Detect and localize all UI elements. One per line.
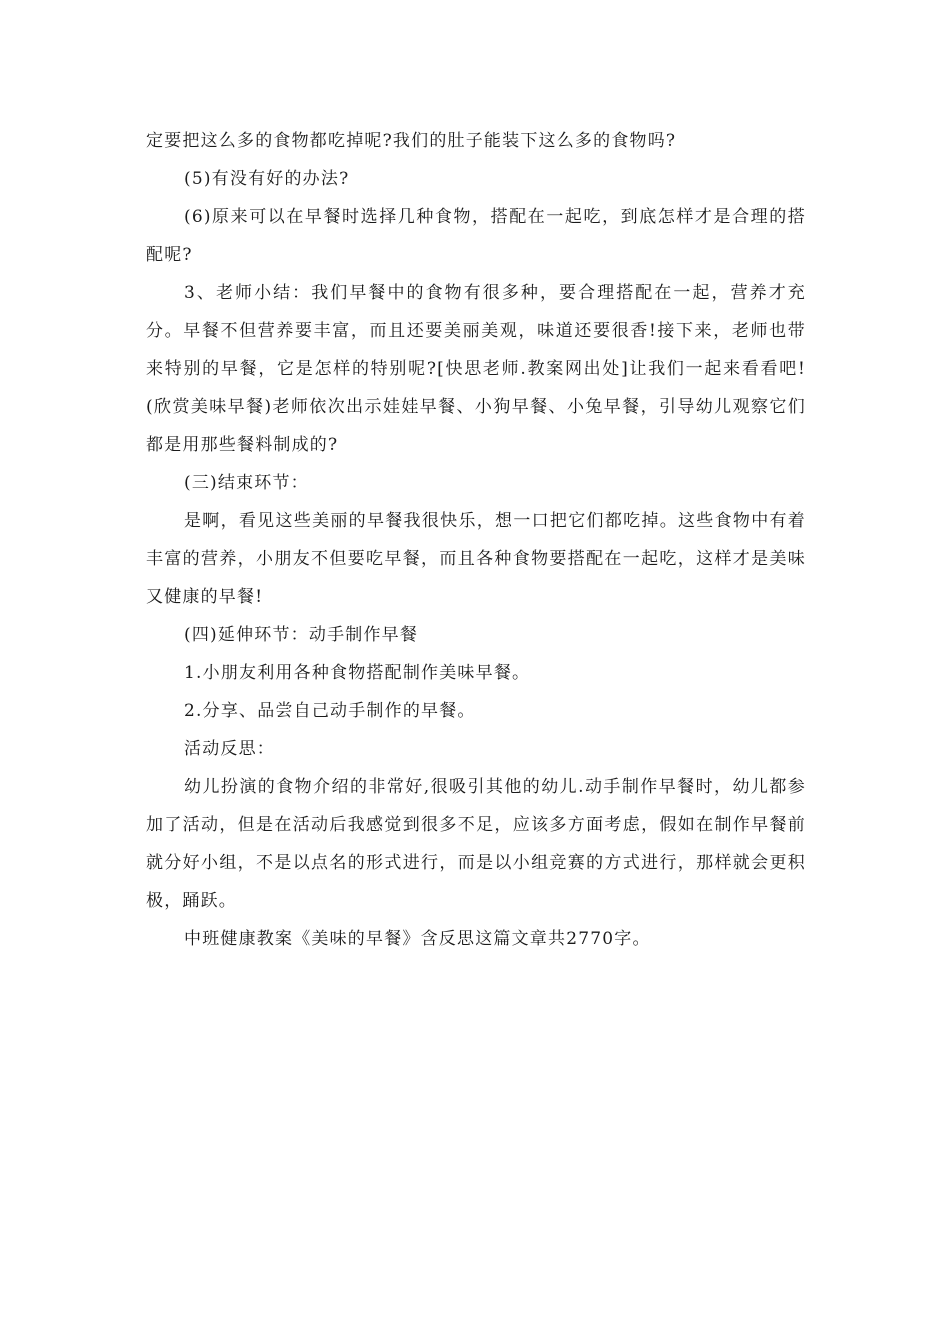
list-item-1: 1.小朋友利用各种食物搭配制作美味早餐。 xyxy=(184,663,531,683)
paragraph-reflection: 幼儿扮演的食物介绍的非常好,很吸引其他的幼儿.动手制作早餐时，幼儿都参加了活动，但是在活动后我感觉到很多不足，应该多方面考虑，假如在制作早餐前就分好小组，不是以点名的形式进行，而是以小组竞赛的方式进行，那样就会更积极，踊跃。 xyxy=(146,777,806,911)
section-heading-reflection: 活动反思： xyxy=(184,739,275,759)
document-body xyxy=(146,122,806,958)
paragraph-continuation: 定要把这么多的食物都吃掉呢?我们的肚子能装下这么多的食物吗? xyxy=(146,131,677,151)
list-item-2: 2.分享、品尝自己动手制作的早餐。 xyxy=(184,701,476,721)
paragraph-teacher-summary: 3、老师小结：我们早餐中的食物有很多种，要合理搭配在一起，营养才充分。早餐不但营养要丰富，而且还要美丽美观，味道还要很香!接下来，老师也带来特别的早餐，它是怎样的特别呢?[快思老师.教案网出处]让我们一起来看看吧!(欣赏美味早餐)老师依次出示娃娃早餐、小狗早餐、小兔早餐，引导幼儿观察它们都是用那些餐料制成的? xyxy=(146,283,806,455)
paragraph-word-count: 中班健康教案《美味的早餐》含反思这篇文章共2770字。 xyxy=(184,929,651,949)
paragraph-question-5: (5)有没有好的办法? xyxy=(184,169,350,189)
section-heading-ending: (三)结束环节： xyxy=(184,473,309,493)
section-heading-extension: (四)延伸环节：动手制作早餐 xyxy=(184,625,419,645)
paragraph-ending: 是啊，看见这些美丽的早餐我很快乐，想一口把它们都吃掉。这些食物中有着丰富的营养，小朋友不但要吃早餐，而且各种食物要搭配在一起吃，这样才是美味又健康的早餐! xyxy=(146,511,806,607)
paragraph-question-6: (6)原来可以在早餐时选择几种食物，搭配在一起吃，到底怎样才是合理的搭配呢? xyxy=(146,207,806,265)
